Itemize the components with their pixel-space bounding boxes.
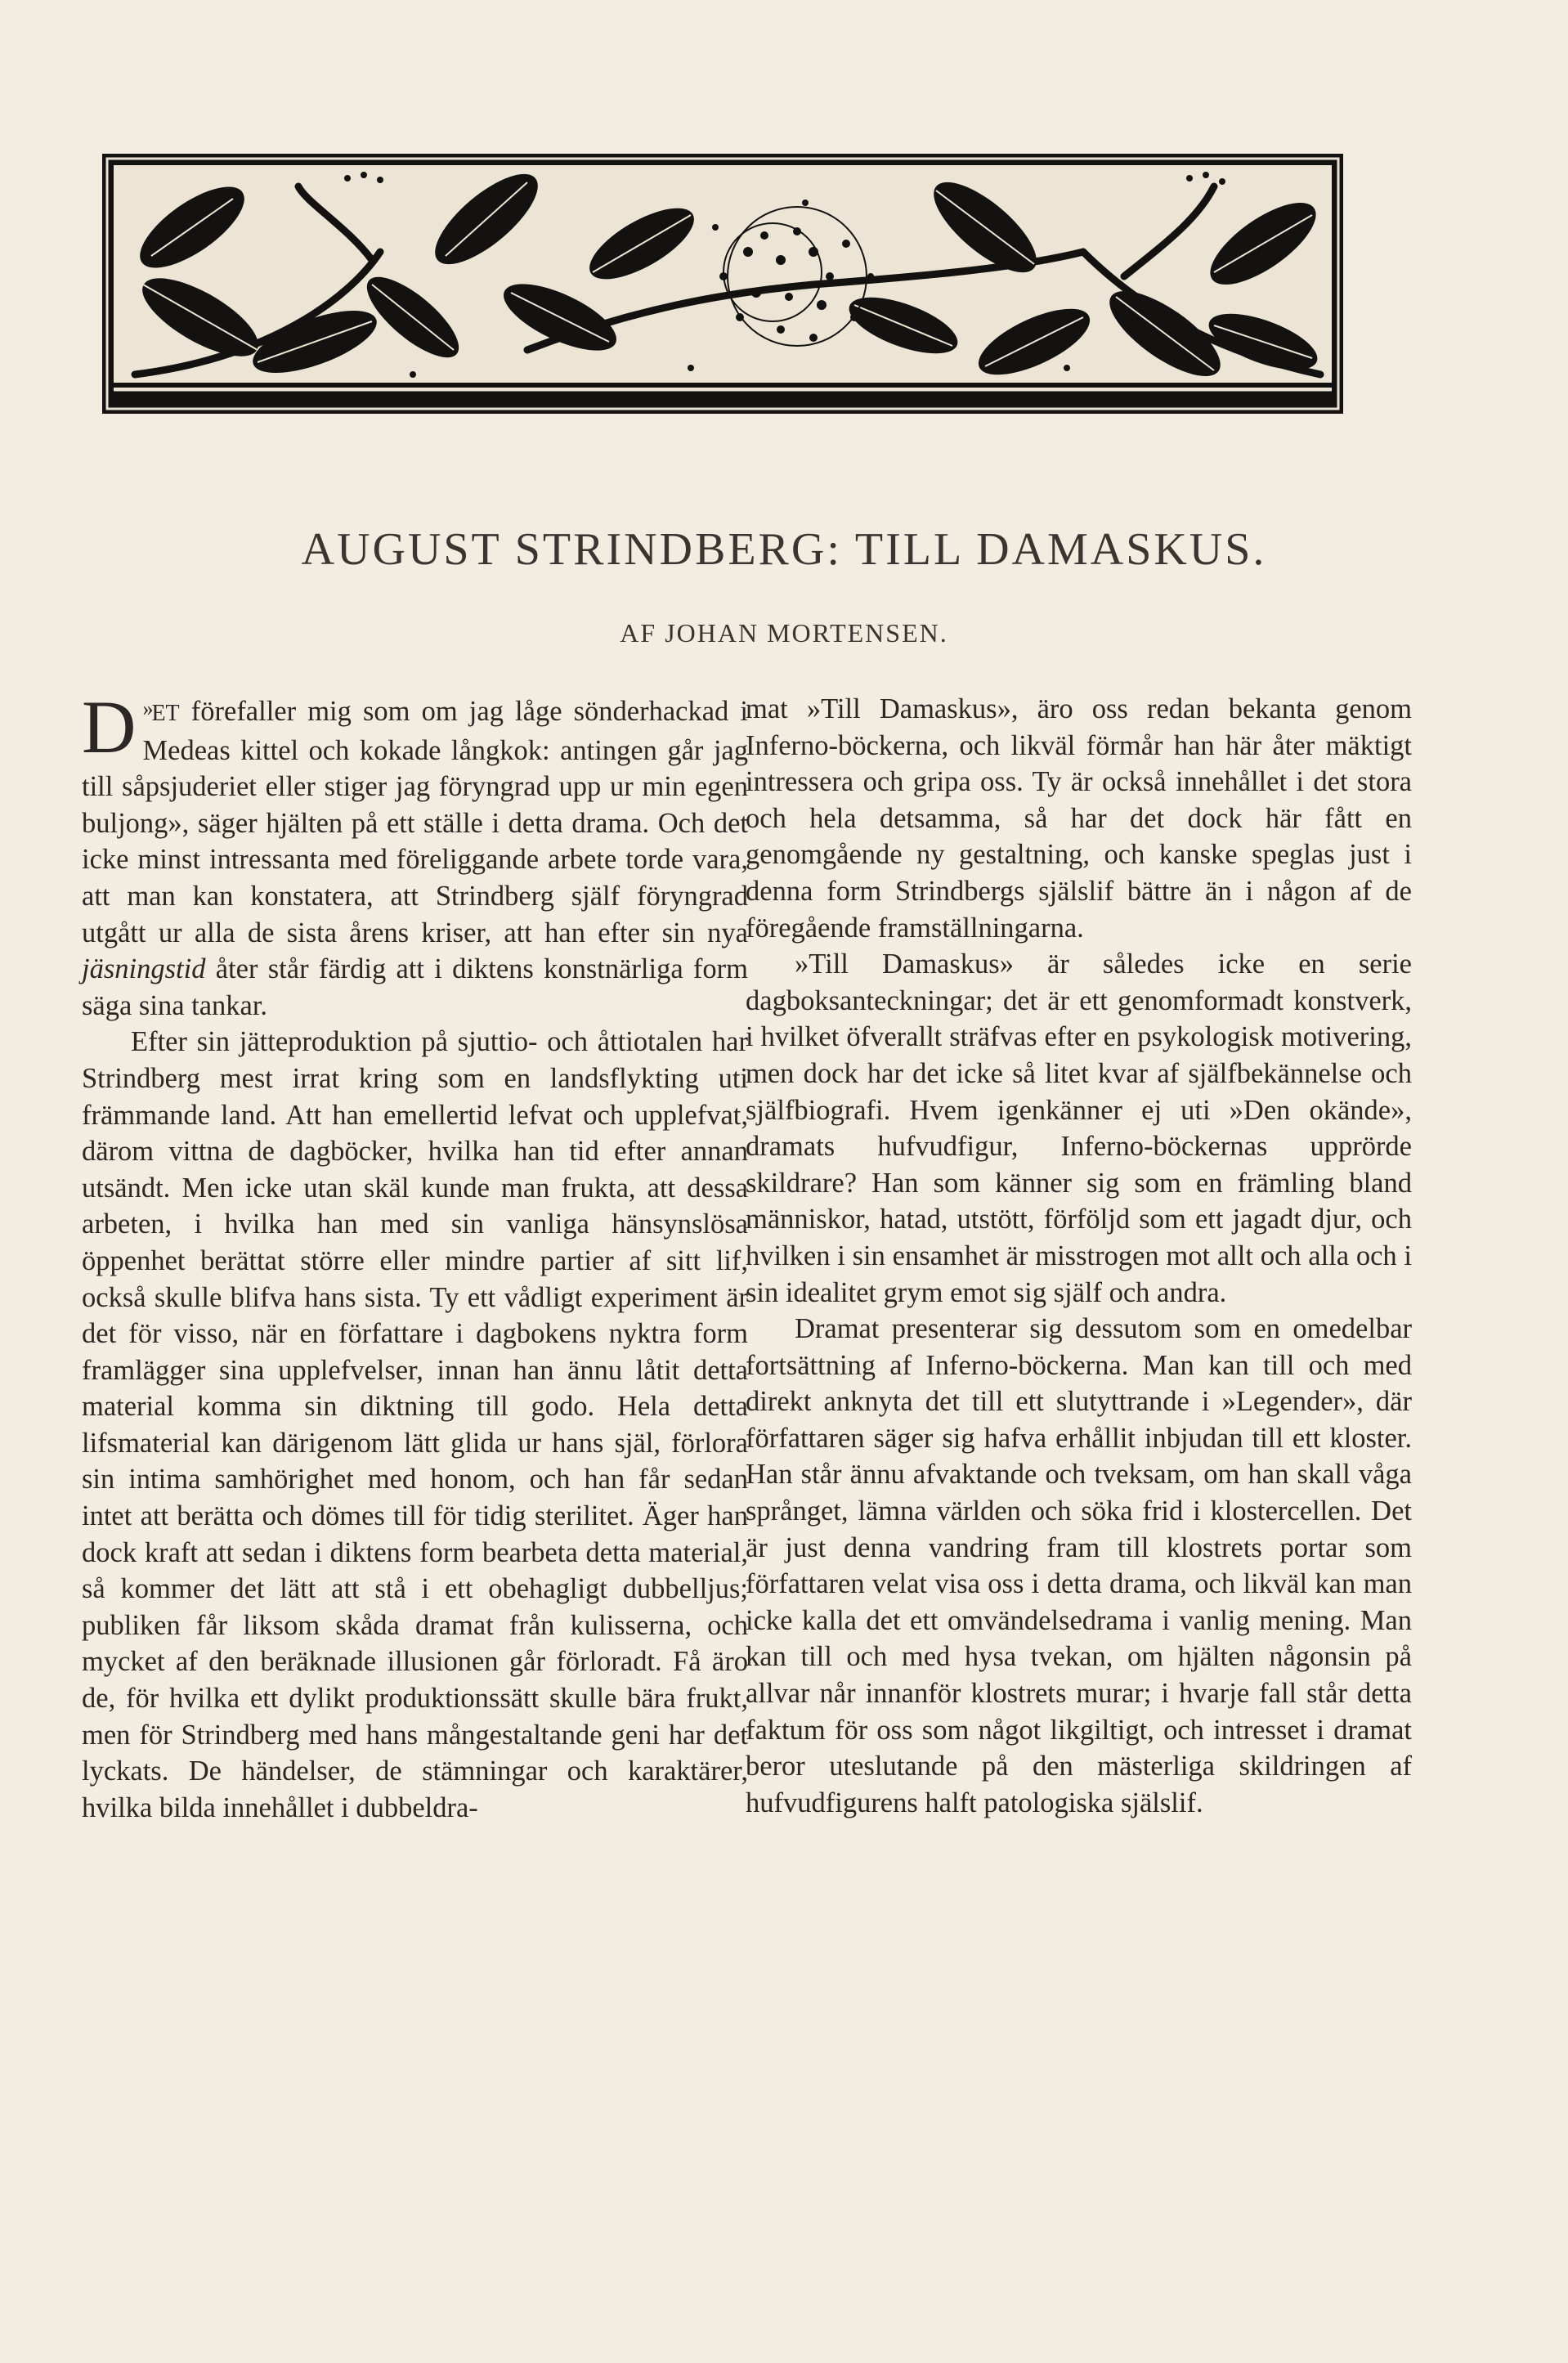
- paragraph: [82, 685, 748, 1024]
- right-column: [746, 691, 1412, 1821]
- paragraph: Efter sin jätteproduktion på sjuttio- och åttiotalen har Strindberg mest irrat kring som en landsflykting uti främmande land. Att han emellertid lefvat och upplefvat, därom vittna de dagböcker, hvilka han tid efter annan utsändt. Men icke utan skäl kunde man frukta, att dessa arbeten, i hvilka han med sin vanliga hänsynslösa öppenhet berättat större eller mindre partier af sitt lif, också skulle blifva hans sista. Ty ett vådligt experiment är det för visso, när en författare i dagbokens nyktra form framlägger sina upplefvelser, innan han ännu låtit detta material komma sin diktning till godo. Hela detta lifsmaterial kan därigenom lätt glida ur hans själ, förlora sin intima samhörighet med honom, och han får sedan intet att berätta och dömes till för tidig sterilitet. Äger han dock kraft att sedan i diktens form bearbeta detta material, så kommer det lätt att stå i ett obehagligt dubbelljus; publiken får liksom skåda dramat från kulisserna, och mycket af den beräknade illusionen går förloradt. Få äro de, för hvilka ett dylikt produktionssätt skulle bära frukt, men för Strindberg med hans mångestaltande geni har det lyckats. De händelser, de stämningar och karaktärer, hvilka bilda innehållet i dubbeldra-: [82, 1026, 748, 1823]
- opening-quote: »: [142, 697, 152, 720]
- drop-cap-rest: ET: [151, 701, 180, 726]
- paragraph: Dramat presenterar sig dessutom som en omedelbar fortsättning af Inferno-böckerna. Man kan till och med direkt anknyta det till ett slutyttrande i »Legender», där författaren säger sig hafva erhållit inbjudan till ett kloster. Han står ännu afvaktande och tveksam, om han skall våga språnget, lämna världen och söka frid i klostercellen. Det är just denna vandring fram till klostrets portar som författaren velat visa oss i detta drama, och likväl kan man icke kalla det ett omvändelsedrama i vanlig mening. Man kan till och med hysa tvekan, om hjälten någonsin på allvar når innanför klostrets murar; i hvarje fall står detta faktum för oss som något likgiltigt, och intresset i dramat beror uteslutande på den mästerliga skildringen af hufvudfigurens halft patologiska själslif.: [746, 1313, 1412, 1818]
- article-title: AUGUST STRINDBERG: TILL DAMASKUS.: [301, 524, 1267, 575]
- paragraph-text: åter står färdig att i diktens konstnärliga form säga sina tankar.: [82, 953, 748, 1021]
- article-byline: AF JOHAN MORTENSEN.: [620, 618, 948, 648]
- italic-term: jäsningstid: [82, 953, 206, 985]
- paragraph: mat »Till Damaskus», äro oss redan bekanta genom Inferno-böckerna, och likväl förmår han här åter mäktigt intressera och gripa oss. Ty är också innehållet i det stora och hela detsamma, så har det dock här fått en genomgående ny gestaltning, och kanske speglas just i denna form Strindbergs själslif bättre än i någon af de föregående framställningarna.: [746, 693, 1412, 944]
- banner-illustration: [102, 154, 1343, 414]
- drop-cap: D: [82, 685, 137, 769]
- paragraph: »Till Damaskus» är således icke en serie dagboksanteckningar; det är ett genomformadt konstverk, i hvilket öfverallt sträfvas efter en psykologisk motivering, men dock har det icke så litet kvar af själfbekännelse och själfbiografi. Hvem igenkänner ej uti »Den okände», dramats hufvudfigur, Inferno-böckernas upprörde skildrare? Han som känner sig som en främling bland människor, hatad, utstött, förföljd som ett jagadt djur, och hvilken i sin ensamhet är misstrogen mot allt och alla och i sin idealitet grym emot sig själf och andra.: [746, 948, 1412, 1308]
- paragraph-text: förefaller mig som om jag låge sönderhackad i Medeas kittel och kokade långkok: antingen går jag till såpsjuderiet eller stiger jag föryngrad upp ur min egen buljong», säger hjälten på ett ställe i detta drama. Och det icke minst intressanta med föreliggande arbete torde vara, att man kan konstatera, att Strindberg själf föryngrad utgått ur alla de sista årens kriser, att han efter sin nya: [82, 696, 748, 948]
- elderflower-vignette-icon: [102, 154, 1343, 414]
- left-column: [82, 685, 748, 1826]
